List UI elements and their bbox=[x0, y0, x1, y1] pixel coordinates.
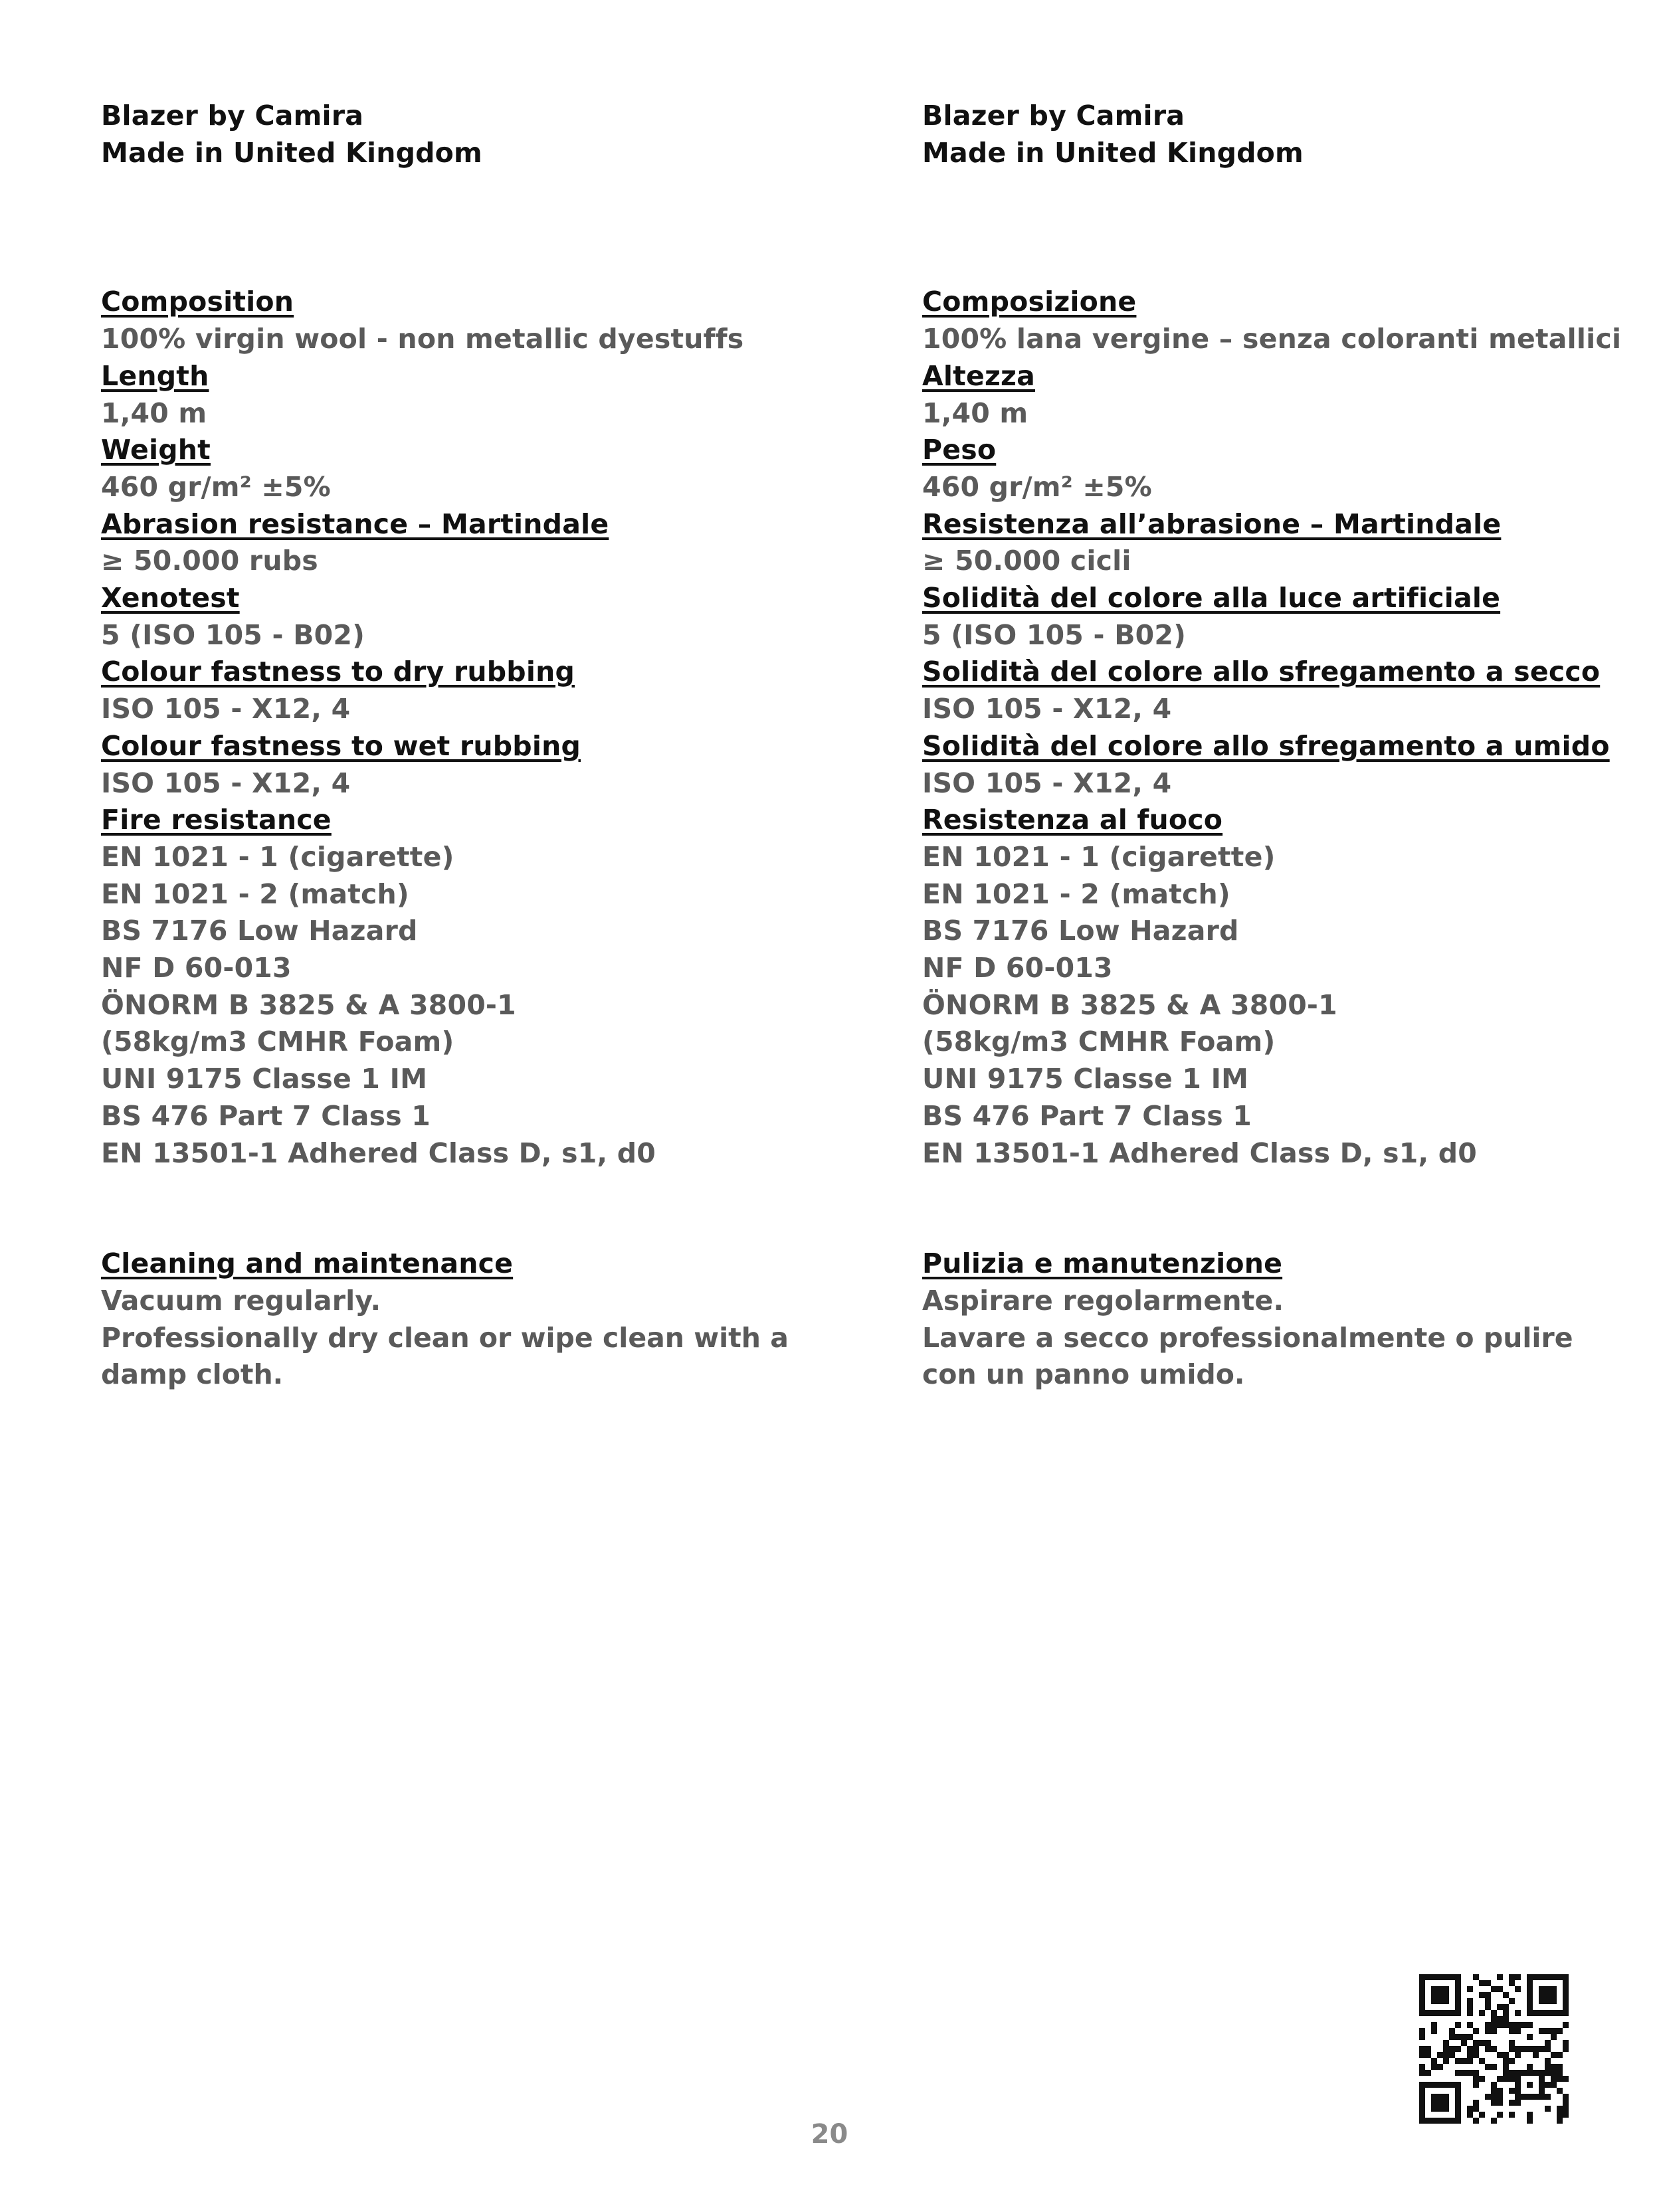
column-english bbox=[101, 98, 845, 1394]
spec-label-xenotest: Xenotest bbox=[101, 582, 240, 614]
origin: Made in United Kingdom bbox=[922, 136, 1304, 169]
brand-name: Blazer by Camira bbox=[101, 100, 364, 132]
spec-label-fire-resistance: Fire resistance bbox=[101, 804, 332, 836]
care-line: Professionally dry clean or wipe clean with a damp cloth. bbox=[101, 1321, 789, 1391]
fire-standard: EN 1021 - 2 (match) bbox=[922, 877, 1230, 910]
spec-label-composizione: Composizione bbox=[922, 286, 1137, 318]
fire-standard: BS 476 Part 7 Class 1 bbox=[922, 1099, 1252, 1132]
spec-value-abrasione: ≥ 50.000 cicli bbox=[922, 545, 1131, 577]
fire-standard: (58kg/m3 CMHR Foam) bbox=[101, 1026, 454, 1058]
fire-standard: EN 13501-1 Adhered Class D, s1, d0 bbox=[101, 1137, 656, 1169]
care-label: Cleaning and maintenance bbox=[101, 1247, 514, 1280]
spec-value-sfregamento-secco: ISO 105 - X12, 4 bbox=[922, 693, 1172, 725]
spec-value-wet-rubbing: ISO 105 - X12, 4 bbox=[101, 767, 351, 799]
spec-label-resistenza-fuoco: Resistenza al fuoco bbox=[922, 804, 1223, 836]
spec-value-weight: 460 gr/m² ±5% bbox=[101, 470, 331, 503]
spec-value-length: 1,40 m bbox=[101, 397, 207, 429]
care-line: Vacuum regularly. bbox=[101, 1284, 381, 1317]
fire-standard: EN 13501-1 Adhered Class D, s1, d0 bbox=[922, 1137, 1478, 1169]
fire-standard: EN 1021 - 1 (cigarette) bbox=[101, 840, 454, 873]
spec-value-abrasion: ≥ 50.000 rubs bbox=[101, 545, 318, 577]
fire-standard: (58kg/m3 CMHR Foam) bbox=[922, 1026, 1276, 1058]
spec-value-sfregamento-umido: ISO 105 - X12, 4 bbox=[922, 767, 1172, 799]
fire-standard: NF D 60-013 bbox=[101, 952, 292, 984]
fire-standard: NF D 60-013 bbox=[922, 952, 1113, 984]
care-line: Lavare a secco professionalmente o pulire con un panno umido. bbox=[922, 1321, 1573, 1391]
fire-standard: UNI 9175 Classe 1 IM bbox=[922, 1063, 1249, 1095]
brand-name: Blazer by Camira bbox=[922, 100, 1185, 132]
spec-value-composition: 100% virgin wool - non metallic dyestuffs bbox=[101, 323, 744, 355]
fire-standard: BS 7176 Low Hazard bbox=[922, 915, 1239, 947]
spec-label-abrasion: Abrasion resistance – Martindale bbox=[101, 507, 609, 540]
spec-value-luce-artificiale: 5 (ISO 105 - B02) bbox=[922, 618, 1187, 651]
spec-label-altezza: Altezza bbox=[922, 359, 1035, 392]
spec-label-peso: Peso bbox=[922, 434, 997, 466]
fire-standard: ÖNORM B 3825 & A 3800-1 bbox=[101, 988, 516, 1021]
column-italian bbox=[922, 98, 1659, 1394]
spec-label-weight: Weight bbox=[101, 434, 211, 466]
spec-label-composition: Composition bbox=[101, 286, 294, 318]
spec-value-xenotest: 5 (ISO 105 - B02) bbox=[101, 618, 365, 651]
spec-label-luce-artificiale: Solidità del colore alla luce artificiale bbox=[922, 582, 1501, 614]
spec-label-length: Length bbox=[101, 359, 209, 392]
spec-value-dry-rubbing: ISO 105 - X12, 4 bbox=[101, 693, 351, 725]
fire-standard: UNI 9175 Classe 1 IM bbox=[101, 1063, 428, 1095]
spec-label-abrasione: Resistenza all’abrasione – Martindale bbox=[922, 507, 1502, 540]
care-label: Pulizia e manutenzione bbox=[922, 1247, 1283, 1280]
spec-label-sfregamento-secco: Solidità del colore allo sfregamento a secco bbox=[922, 656, 1601, 688]
care-line: Aspirare regolarmente. bbox=[922, 1284, 1284, 1317]
qr-code-icon[interactable] bbox=[1419, 1974, 1569, 2124]
fire-standard: BS 7176 Low Hazard bbox=[101, 915, 418, 947]
fire-standard: EN 1021 - 1 (cigarette) bbox=[922, 840, 1276, 873]
spec-label-sfregamento-umido: Solidità del colore allo sfregamento a umido bbox=[922, 729, 1610, 762]
fire-standard: BS 476 Part 7 Class 1 bbox=[101, 1099, 431, 1132]
spec-value-composizione: 100% lana vergine – senza coloranti metallici bbox=[922, 323, 1622, 355]
spec-label-wet-rubbing: Colour fastness to wet rubbing bbox=[101, 729, 581, 762]
origin: Made in United Kingdom bbox=[101, 136, 482, 169]
spec-value-altezza: 1,40 m bbox=[922, 397, 1028, 429]
fire-standard: EN 1021 - 2 (match) bbox=[101, 877, 409, 910]
page-number: 20 bbox=[811, 2119, 848, 2150]
fire-standard: ÖNORM B 3825 & A 3800-1 bbox=[922, 988, 1337, 1021]
spec-label-dry-rubbing: Colour fastness to dry rubbing bbox=[101, 656, 575, 688]
spec-value-peso: 460 gr/m² ±5% bbox=[922, 470, 1152, 503]
